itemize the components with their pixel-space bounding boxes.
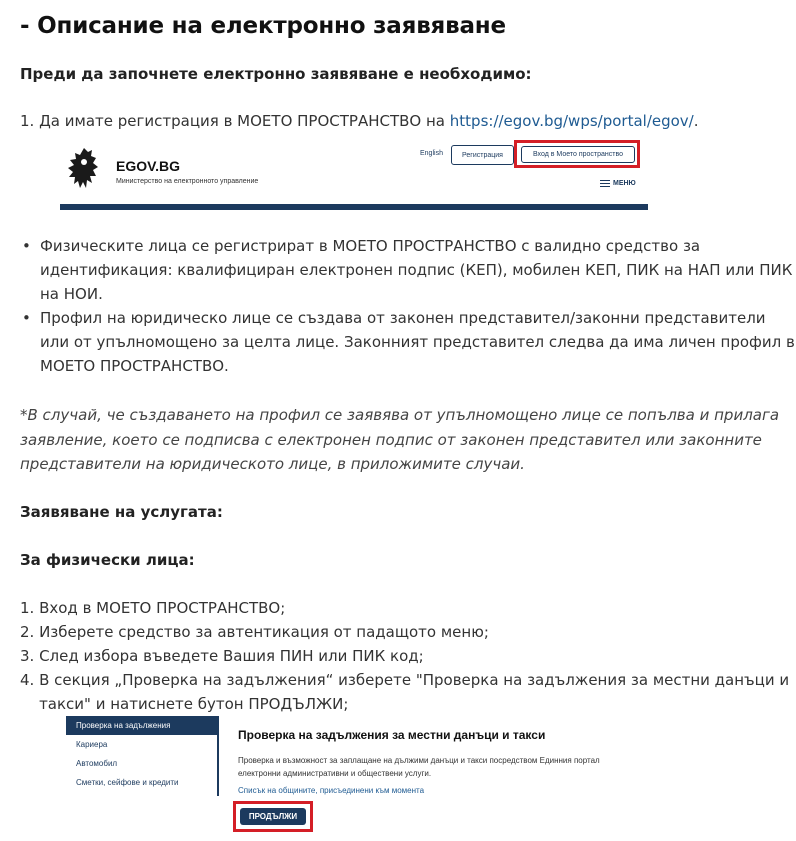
bullet-line: идентификация: квалифициран електронен подпис (КЕП), мобилен КЕП, ПИК на НАП или ПИК (40, 261, 793, 279)
list-item: 2. Изберете средство за автентикация от падащото меню; (20, 623, 489, 641)
registration-notes-list (20, 234, 795, 378)
description-line: електронни административни и обществени услуги. (238, 769, 432, 778)
individuals-title: За физически лица: (20, 551, 195, 569)
step-registration (20, 112, 699, 130)
service-steps-list (20, 596, 789, 716)
note-line: *В случай, че създаването на профил се заявява от упълномощено лице се попълва и прилага (20, 406, 780, 424)
service-page-screenshot (66, 716, 626, 834)
continue-button[interactable]: ПРОДЪЛЖИ (240, 808, 306, 825)
menu-label: МЕНЮ (613, 180, 636, 187)
bullet-line: • Физическите лица се регистрират в МОЕТО ПРОСТРАНСТВО с валидно средство за (40, 237, 701, 255)
municipalities-list-link[interactable]: Списък на общините, присъединени към момента (238, 786, 425, 795)
authorization-note (20, 403, 779, 477)
service-title: Проверка на задължения за местни данъци и такси (238, 728, 546, 742)
bullet-line: или от упълномощено за целта лице. Законният представител следва да има личен профил в (40, 333, 795, 351)
site-name: EGOV.BG (116, 158, 181, 174)
description-line: Проверка и възможност за заплащане на дължими данъци и такси посредством Единния портал (238, 756, 600, 765)
note-line: представители на юридическото лице, в приложимите случаи. (20, 455, 525, 473)
prerequisites-title: Преди да започнете електронно заявяване е необходимо: (20, 65, 532, 83)
note-line: заявление, което се подписва с електронен подпис от законен представител или законните (20, 430, 762, 449)
egov-header-screenshot (60, 140, 648, 210)
page-heading: - Описание на електронно заявяване (20, 13, 506, 39)
ministry-name: Министерство на електронното управление (116, 178, 259, 185)
list-item (20, 306, 795, 378)
list-item (20, 234, 795, 306)
service-description (238, 754, 618, 780)
hamburger-icon (600, 180, 610, 187)
header-bottom-bar (60, 204, 648, 210)
egov-portal-link[interactable]: https://egov.bg/wps/portal/egov/ (449, 112, 694, 130)
service-request-title: Заявяване на услугата: (20, 503, 223, 521)
list-item: 1. Вход в МОЕТО ПРОСТРАНСТВО; (20, 599, 286, 617)
sidebar-item-accounts[interactable]: Сметки, сейфове и кредити (76, 778, 179, 787)
sidebar-item-obligations[interactable]: Проверка на задължения (66, 716, 217, 735)
list-item: 3. След избора въведете Вашия ПИН или ПИК код; (20, 647, 424, 665)
sidebar-item-vehicle[interactable]: Автомобил (76, 759, 118, 768)
step-registration-text: 1. Да имате регистрация в МОЕТО ПРОСТРАНСТВО на (20, 112, 450, 130)
sidebar-divider (217, 716, 219, 796)
register-button[interactable]: Регистрация (451, 145, 514, 165)
bullet-line: • Профил на юридическо лице се създава от законен представител/законни представители (40, 309, 766, 327)
list-item: такси" и натиснете бутон ПРОДЪЛЖИ; (20, 695, 349, 713)
lion-coat-of-arms-icon (66, 146, 102, 192)
continue-highlight-box (233, 801, 313, 832)
sidebar-item-career[interactable]: Кариера (76, 740, 108, 749)
language-switch[interactable]: English (420, 150, 443, 157)
list-item: 4. В секция „Проверка на задължения“ изберете "Проверка на задължения за местни данъци и (20, 671, 790, 689)
bullet-line: на НОИ. (40, 285, 103, 303)
step-registration-suffix: . (693, 112, 699, 130)
bullet-line: МОЕТО ПРОСТРАНСТВО. (40, 357, 229, 375)
login-highlight-box (514, 140, 640, 168)
menu-button[interactable] (600, 180, 636, 187)
login-my-space-button[interactable]: Вход в Моето пространство (521, 146, 635, 163)
service-sidebar (66, 716, 217, 792)
